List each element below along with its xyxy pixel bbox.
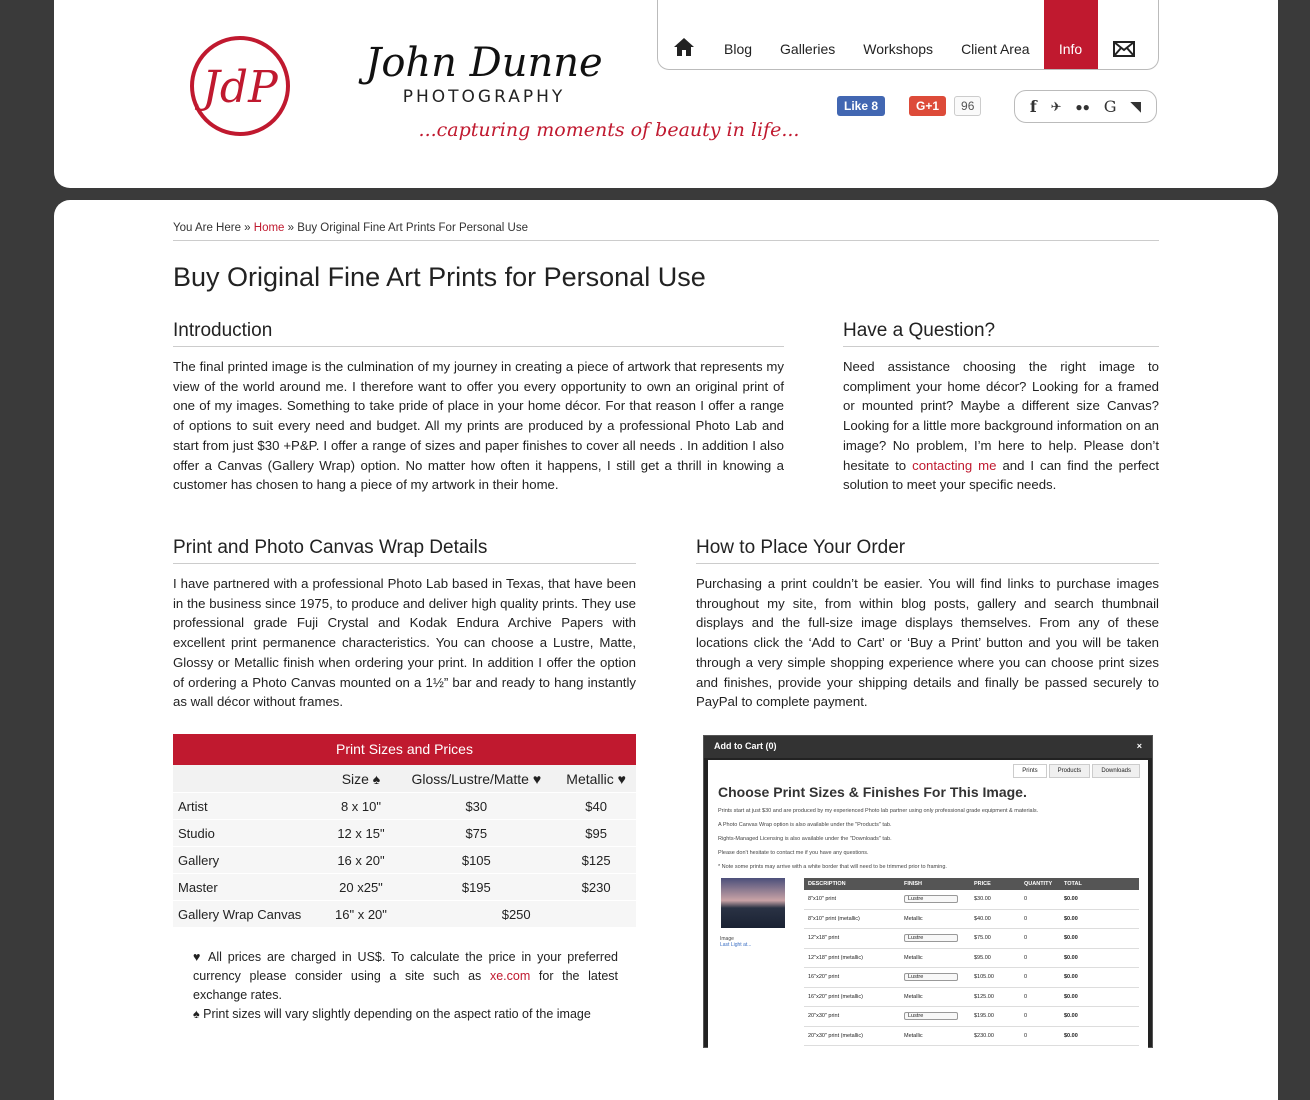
question-section xyxy=(843,320,1159,495)
table-row: Master 20 x25" $195 $230 xyxy=(173,874,636,901)
cart-tabs xyxy=(1013,764,1140,778)
logo-monogram: JdP xyxy=(202,62,278,113)
cart-titlebar xyxy=(704,736,1152,758)
close-icon: × xyxy=(1136,741,1142,751)
cart-line: A Photo Canvas Wrap option is also available under the "Products" tab. xyxy=(718,822,892,828)
price-table-title: Print Sizes and Prices xyxy=(173,734,636,765)
price-table-header xyxy=(173,765,636,793)
intro-section xyxy=(173,320,784,495)
cart-line: Prints start at just $30 and are produced by my experienced Photo lab partner using only professional grade equipment & materials. xyxy=(718,808,1039,814)
breadcrumb xyxy=(173,222,1159,241)
header-gloss: Gloss/Lustre/Matte ♥ xyxy=(396,765,556,793)
contact-link[interactable]: contacting me xyxy=(912,457,997,473)
cart-heading: Choose Print Sizes & Finishes For This Image. xyxy=(718,784,1027,800)
tab-prints: Prints xyxy=(1013,764,1046,778)
tab-products: Products xyxy=(1049,764,1091,778)
nav-client-area[interactable]: Client Area xyxy=(961,41,1030,57)
table-row: Artist 8 x 10" $30 $40 xyxy=(173,793,636,820)
main-content xyxy=(54,200,1278,1100)
nav-galleries[interactable]: Galleries xyxy=(780,41,836,57)
order-text: Purchasing a print couldn’t be easier. You will find links to purchase images throughout my site, from within blog posts, gallery and search thumbnail displays and the full-size image displays themselves. From any of these locations click the ‘Add to Cart’ or ‘Buy a Print’ button and you will be taken through a very simple shopping experience where you can choose print sizes and finishes, provide your shipping details and finally be passed securely to PayPal to complete payment. xyxy=(696,576,1159,710)
main-nav xyxy=(657,0,1159,70)
table-row-canvas: Gallery Wrap Canvas 16" x 20" $250 xyxy=(173,901,636,928)
cart-table-header: DESCRIPTION FINISH PRICE QUANTITY TOTAL xyxy=(804,878,1139,890)
cart-panel xyxy=(708,760,1148,1060)
cart-screenshot xyxy=(703,735,1153,1048)
tab-downloads: Downloads xyxy=(1092,764,1140,778)
table-row: 16"x20" print Lustre $105.00 0 $0.00 xyxy=(804,968,1139,988)
image-thumbnail xyxy=(721,878,785,928)
table-row: 8"x10" print (metallic) Metallic $40.00 0 $0.00 xyxy=(804,910,1139,930)
order-section xyxy=(696,537,1159,712)
gplus-count: 96 xyxy=(954,96,981,116)
header-metallic: Metallic ♥ xyxy=(556,765,636,793)
note-currency: ♥ All prices are charged in US$. To calculate the price in your preferred currency please consider using a site such as xe.com for the latest exchange rates. xyxy=(193,950,618,1003)
logo-tagline: ...capturing moments of beauty in life... xyxy=(418,119,800,141)
google-icon[interactable]: G xyxy=(1103,97,1117,116)
site-header xyxy=(54,0,1278,188)
xe-link[interactable]: xe.com xyxy=(489,969,531,984)
details-section xyxy=(173,537,636,1024)
table-row: Gallery 16 x 20" $105 $125 xyxy=(173,847,636,874)
social-links xyxy=(1014,90,1157,123)
table-row: 16"x20" print (metallic) Metallic $125.00 0 $0.00 xyxy=(804,988,1139,1008)
cart-line: Please don't hesitate to contact me if you have any questions. xyxy=(718,850,869,856)
price-notes xyxy=(193,948,618,1024)
flickr-icon[interactable]: ●● xyxy=(1075,99,1090,114)
rss-icon[interactable]: ◥ xyxy=(1130,98,1142,114)
cart-line: Rights-Managed Licensing is also available under the "Downloads" tab. xyxy=(718,836,892,842)
breadcrumb-prefix: You Are Here » xyxy=(173,222,251,234)
mail-icon xyxy=(1113,41,1135,57)
intro-heading: Introduction xyxy=(173,320,784,347)
nav-mail[interactable] xyxy=(1098,0,1150,69)
facebook-like-button[interactable]: Like 8 xyxy=(837,96,885,116)
table-row: 20"x30" print (metallic) Metallic $230.00 0 $0.00 xyxy=(804,1027,1139,1047)
table-row: 20"x30" print Lustre $195.00 0 $0.00 xyxy=(804,1007,1139,1027)
logo-subtitle: PHOTOGRAPHY xyxy=(402,87,566,107)
page-title: Buy Original Fine Art Prints for Personal Use xyxy=(173,262,706,292)
nav-workshops[interactable]: Workshops xyxy=(863,41,934,57)
table-row: Studio 12 x 15" $75 $95 xyxy=(173,820,636,847)
nav-info[interactable]: Info xyxy=(1044,0,1098,69)
cart-table xyxy=(804,878,1139,1046)
nav-blog[interactable]: Blog xyxy=(724,41,753,57)
breadcrumb-separator: » xyxy=(287,222,295,234)
note-sizes: ♠ Print sizes will vary slightly depending on the aspect ratio of the image xyxy=(193,1007,591,1022)
question-heading: Have a Question? xyxy=(843,320,1159,347)
price-table xyxy=(173,734,636,929)
twitter-icon[interactable]: ✈ xyxy=(1050,98,1062,114)
question-text: Need assistance choosing the right image to compliment your home décor? Looking for a framed or mounted print? Maybe a different size Canvas? Looking for a little more background information on an image? No problem, I’m here to help. Please don’t hesitate to contacting me and I can find the perfect solution to meet your specific needs. xyxy=(843,359,1159,493)
share-buttons xyxy=(837,96,981,116)
header-size: Size ♠ xyxy=(326,765,397,793)
gplus-button[interactable]: G+1 xyxy=(909,96,946,116)
details-heading: Print and Photo Canvas Wrap Details xyxy=(173,537,636,564)
home-icon xyxy=(673,37,695,57)
table-row: 12"x18" print (metallic) Metallic $95.00 0 $0.00 xyxy=(804,949,1139,969)
order-heading: How to Place Your Order xyxy=(696,537,1159,564)
nav-home[interactable] xyxy=(658,0,710,69)
breadcrumb-current: Buy Original Fine Art Prints For Personal Use xyxy=(297,222,529,234)
cart-line: * Note some prints may arrive with a white border that will need to be trimmed prior to framing. xyxy=(718,864,947,870)
facebook-icon[interactable]: f xyxy=(1029,97,1037,116)
details-text: I have partnered with a professional Photo Lab based in Texas, that have been in the business since 1975, to produce and deliver high quality prints. They use professional grade Fuji Crystal and Kodak Endura Archive Papers with excellent print permanence characteristics. You can choose a Lustre, Matte, Glossy or Metallic finish when ordering your print. In addition I offer the option of ordering a Photo Canvas mounted on a 1½” bar and ready to hang instantly as wall décor without frames. xyxy=(173,576,636,710)
cart-title: Add to Cart (0) xyxy=(714,741,777,751)
table-row: 12"x18" print Lustre $75.00 0 $0.00 xyxy=(804,929,1139,949)
intro-text: The final printed image is the culmination of my journey in creating a piece of artwork that represents my view of the world around me. I therefore want to offer you every opportunity to own an original print of one of my images. Something to take pride of place in your home décor. For that reason I offer a range of options to suit every need and budget. All my prints are produced by a professional Photo Lab and start from just $30 +P&P. I offer a range of sizes and paper finishes to cover all needs . In addition I also offer a Canvas (Gallery Wrap) option. No matter how often it happens, I still get a thrill in knowing a customer has chosen to hang a piece of my artwork in their home. xyxy=(173,359,784,493)
logo-name: John Dunne xyxy=(365,40,603,86)
thumb-caption: Image Last Light at... xyxy=(720,936,752,948)
breadcrumb-home-link[interactable]: Home xyxy=(253,222,285,234)
table-row: 8"x10" print Lustre $30.00 0 $0.00 xyxy=(804,890,1139,910)
